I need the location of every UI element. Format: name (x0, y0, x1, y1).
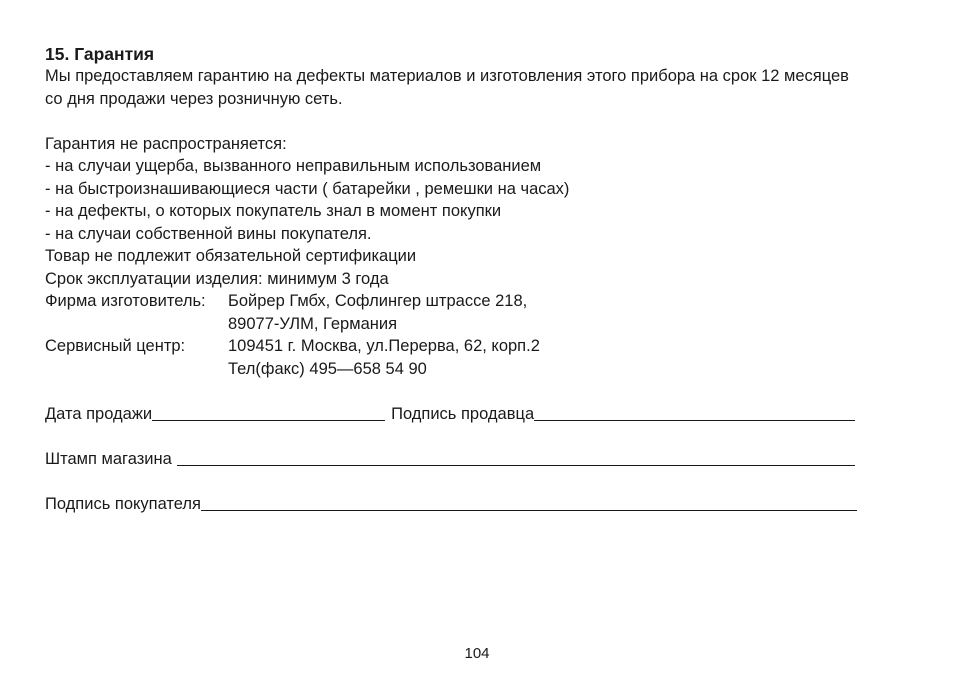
spacer (45, 380, 925, 403)
exclusion-item: - на случаи собственной вины покупателя. (45, 224, 372, 243)
seller-signature-label: Подпись продавца (391, 404, 535, 423)
service-address: 109451 г. Москва, ул.Перерва, 62, корп.2 (228, 337, 540, 355)
spacer (45, 425, 925, 448)
store-stamp-line[interactable] (177, 449, 855, 466)
manufacturer-address-2: 89077-УЛМ, Германия (228, 314, 398, 333)
sale-date-label: Дата продажи (45, 404, 153, 423)
exclusion-item: - на случаи ущерба, вызванного неправильным использованием (45, 157, 542, 175)
service-row (45, 335, 925, 358)
exclusions-title: Гарантия не распространяется: (45, 134, 287, 153)
service-phone: Тел(факс) 495—658 54 90 (228, 359, 427, 378)
section-title: 15. Гарантия (45, 44, 155, 64)
manufacturer-row-2 (45, 313, 925, 336)
seller-signature-line[interactable] (534, 404, 855, 421)
exclusion-item: - на быстроизнашивающиеся части ( батарейки , ремешки на часах) (45, 179, 570, 198)
manufacturer-address-1: Бойрер Гмбх, Софлингер штрассе 218, (228, 292, 528, 310)
service-row-2 (45, 358, 925, 381)
certification-note: Товар не подлежит обязательной сертификации (45, 247, 417, 265)
manufacturer-row (45, 290, 925, 313)
sale-date-row (45, 403, 855, 426)
intro-line-1: Мы предоставляем гарантию на дефекты материалов и изготовления этого прибора на срок 12 месяцев (45, 67, 849, 85)
exclusion-item: - на дефекты, о которых покупатель знал в момент покупки (45, 202, 502, 220)
buyer-signature-line[interactable] (201, 494, 857, 511)
store-stamp-label: Штамп магазина (45, 449, 172, 468)
buyer-signature-label: Подпись покупателя (45, 494, 201, 513)
page-number: 104 (464, 645, 490, 662)
sale-date-line[interactable] (152, 404, 385, 421)
service-label: Сервисный центр: (45, 337, 186, 355)
buyer-signature-row (45, 493, 857, 516)
warranty-page (45, 43, 925, 515)
service-life-note: Срок эксплуатации изделия: минимум 3 года (45, 269, 389, 288)
intro-line-2: со дня продажи через розничную сеть. (45, 89, 343, 108)
manufacturer-label: Фирма изготовитель: (45, 292, 206, 310)
label-spacer (45, 313, 228, 336)
spacer (45, 110, 925, 133)
store-stamp-row (45, 448, 855, 471)
spacer (45, 470, 925, 493)
label-spacer (45, 358, 228, 381)
